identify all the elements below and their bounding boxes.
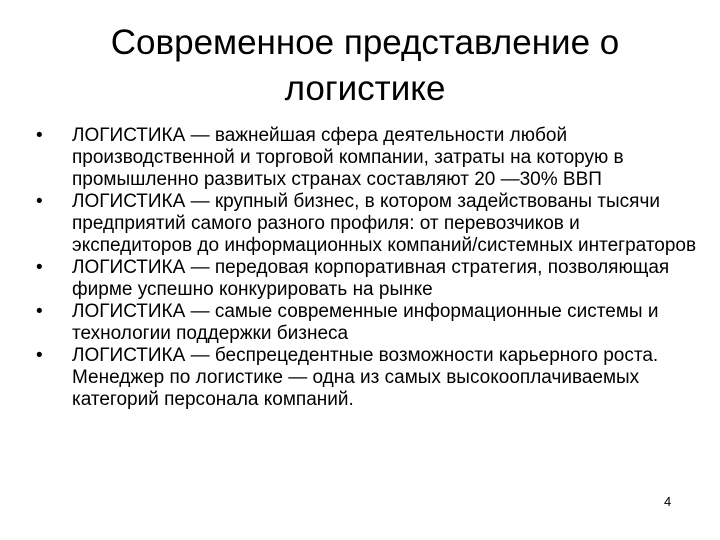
bullet-list (36, 125, 698, 411)
bullet-item-2 (36, 191, 698, 257)
slide-title-line-2: логистике (284, 69, 446, 108)
bullet-item-4 (36, 301, 698, 345)
bullet-item-5 (36, 345, 698, 411)
bullet-marker: • (36, 191, 43, 212)
bullet-text: ЛОГИСТИКА — передовая корпоративная стратегия, позволяющая фирме успешно конкурировать на рынке (72, 257, 670, 300)
bullet-item-3 (36, 257, 698, 301)
bullet-text: ЛОГИСТИКА — беспрецедентные возможности карьерного роста. Менеджер по логистике — одна из самых высокооплачиваемых категорий персонала компаний. (72, 345, 659, 410)
slide-title (50, 20, 680, 112)
bullet-text: ЛОГИСТИКА — самые современные информационные системы и технологии поддержки бизнеса (72, 301, 659, 344)
bullet-text: ЛОГИСТИКА — важнейшая сфера деятельности любой производственной и торговой компании, затраты на которую в промышленно развитых странах составляют 20 —30% ВВП (72, 125, 624, 190)
bullet-text: ЛОГИСТИКА — крупный бизнес, в котором задействованы тысячи предприятий самого разного профиля: от перевозчиков и экспедиторов до информационных компаний/системных интеграторов (72, 191, 697, 256)
slide-title-line-1: Современное представление о (110, 23, 620, 62)
bullet-marker: • (36, 257, 43, 278)
bullet-marker: • (36, 125, 43, 146)
page-number: 4 (664, 494, 672, 509)
bullet-marker: • (36, 345, 43, 366)
bullet-item-1 (36, 125, 698, 191)
bullet-marker: • (36, 301, 43, 322)
